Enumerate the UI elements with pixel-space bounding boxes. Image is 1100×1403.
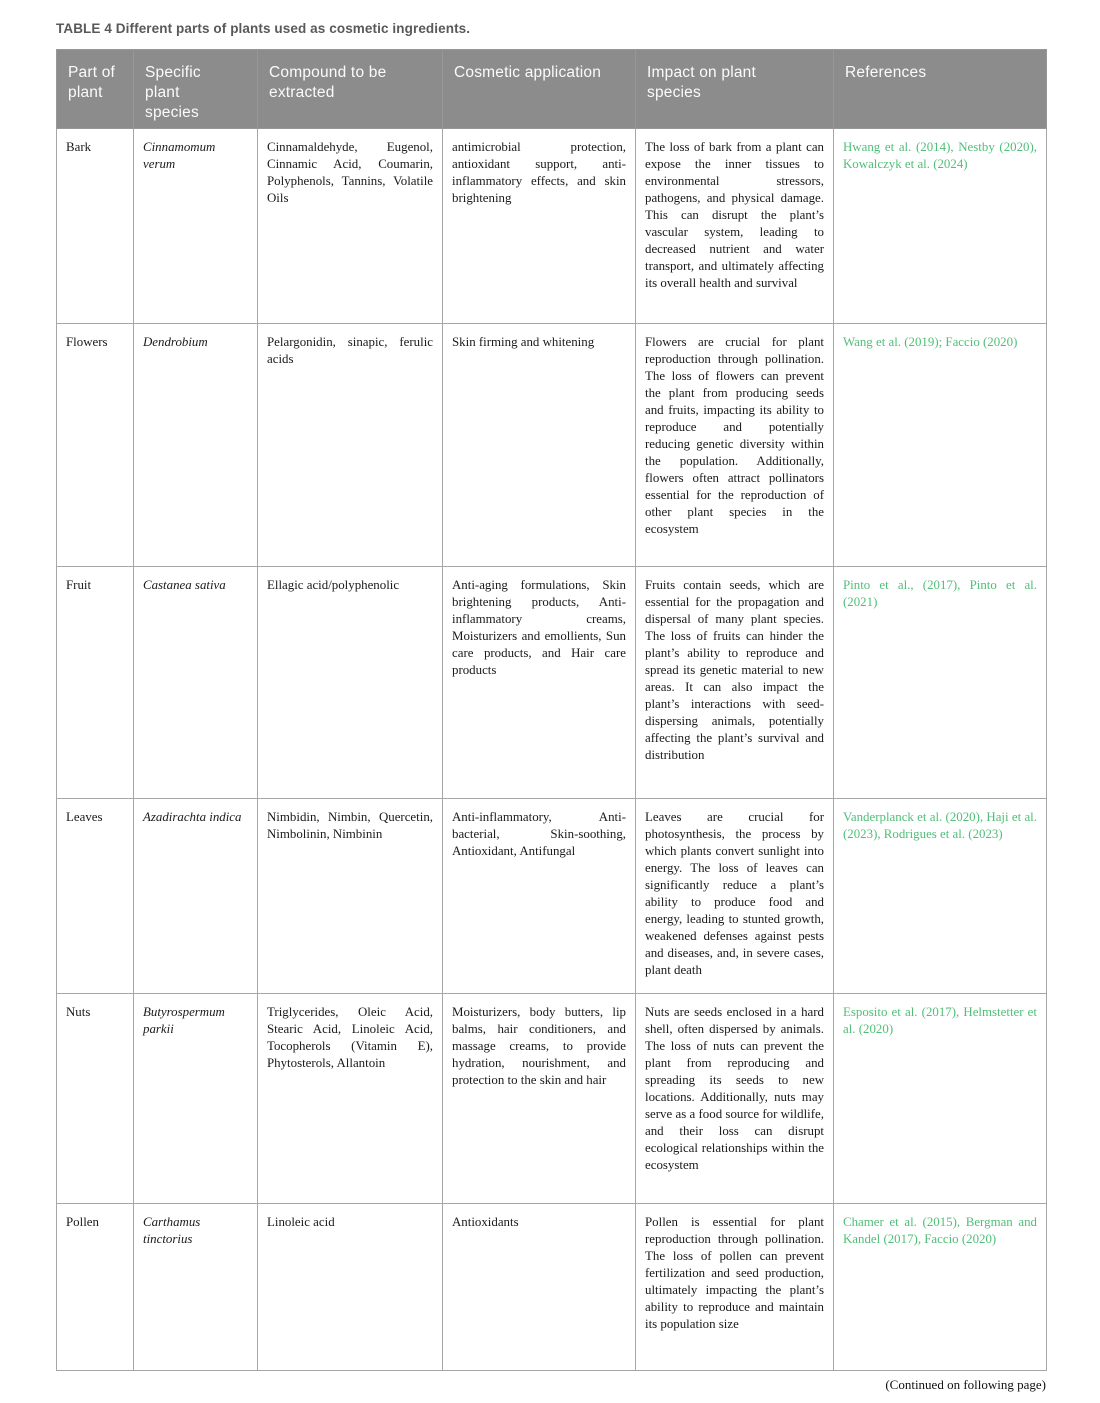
column-header-impact-on-plant-species: Impact on plant species [636, 50, 834, 129]
cell-impact: Fruits contain seeds, which are essential for the propagation and dispersal of many plant species. The loss of fruits can hinder the plant’s ability to reproduce and spread its genetic material to new areas. It can also impact the plant’s interactions with seed-dispersing animals, potentially affecting the plant’s survival and distribution [636, 567, 834, 799]
continued-note: (Continued on following page) [885, 1377, 1046, 1393]
column-header-compound-to-be-extracted: Compound to be extracted [258, 50, 443, 129]
cell-references [834, 799, 1047, 994]
cell-compound: Nimbidin, Nimbin, Quercetin, Nimbolinin, Nimbinin [258, 799, 443, 994]
cell-application: Anti-inflammatory, Anti-bacterial, Skin-soothing, Antioxidant, Antifungal [443, 799, 636, 994]
cell-impact: Nuts are seeds enclosed in a hard shell, often dispersed by animals. The loss of nuts can prevent the plant from reproducing and spreading its seeds to new locations. Additionally, nuts may serve as a food source for wildlife, and their loss can disrupt ecological relationships within the ecosystem [636, 994, 834, 1204]
cell-species: Carthamus tinctorius [134, 1204, 258, 1371]
cell-references [834, 1204, 1047, 1371]
table-row-nuts [57, 994, 1047, 1204]
table-caption: TABLE 4 Different parts of plants used as cosmetic ingredients. [56, 21, 471, 36]
cell-part: Bark [57, 129, 134, 324]
citation-link[interactable]: Hwang et al. (2014), Nestby (2020), Kowalczyk et al. (2024) [843, 140, 1037, 172]
cell-species: Castanea sativa [134, 567, 258, 799]
cell-application: Skin firming and whitening [443, 324, 636, 567]
table-row-fruit [57, 567, 1047, 799]
table-row-leaves [57, 799, 1047, 994]
citation-link[interactable]: Wang et al. (2019); Faccio (2020) [843, 335, 1018, 350]
cell-part: Pollen [57, 1204, 134, 1371]
table-row-flowers [57, 324, 1047, 567]
citation-link[interactable]: Chamer et al. (2015), Bergman and Kandel (2017), Faccio (2020) [843, 1215, 1037, 1247]
cell-references [834, 567, 1047, 799]
header-row [57, 50, 1047, 129]
cell-species: Butyrospermum parkii [134, 994, 258, 1204]
cell-species: Cinnamomum verum [134, 129, 258, 324]
cell-application: Antioxidants [443, 1204, 636, 1371]
column-header-references: References [834, 50, 1047, 129]
table-body [57, 129, 1047, 1371]
cell-part: Nuts [57, 994, 134, 1204]
citation-link[interactable]: Pinto et al., (2017), Pinto et al. (2021) [843, 578, 1037, 610]
cell-application: Anti-aging formulations, Skin brightening products, Anti-inflammatory creams, Moisturizers and emollients, Sun care products, and Hair care products [443, 567, 636, 799]
cell-compound: Pelargonidin, sinapic, ferulic acids [258, 324, 443, 567]
cell-part: Leaves [57, 799, 134, 994]
table-row-pollen [57, 1204, 1047, 1371]
citation-link[interactable]: Esposito et al. (2017), Helmstetter et al. (2020) [843, 1005, 1037, 1037]
column-header-part-of-plant: Part of plant [57, 50, 134, 129]
table-header [57, 50, 1047, 129]
cell-impact: Pollen is essential for plant reproduction through pollination. The loss of pollen can prevent fertilization and seed production, ultimately impacting the plant’s ability to reproduce and maintain its population size [636, 1204, 834, 1371]
column-header-cosmetic-application: Cosmetic application [443, 50, 636, 129]
cell-compound: Triglycerides, Oleic Acid, Stearic Acid, Linoleic Acid, Tocopherols (Vitamin E), Phytosterols, Allantoin [258, 994, 443, 1204]
cell-species: Dendrobium [134, 324, 258, 567]
cell-compound: Ellagic acid/polyphenolic [258, 567, 443, 799]
cell-references [834, 129, 1047, 324]
cell-references [834, 324, 1047, 567]
column-header-specific-plant-species: Specific plant species [134, 50, 258, 129]
cell-compound: Cinnamaldehyde, Eugenol, Cinnamic Acid, Coumarin, Polyphenols, Tannins, Volatile Oils [258, 129, 443, 324]
plants-cosmetics-table [56, 49, 1047, 1371]
cell-part: Flowers [57, 324, 134, 567]
cell-application: antimicrobial protection, antioxidant support, anti-inflammatory effects, and skin brightening [443, 129, 636, 324]
cell-compound: Linoleic acid [258, 1204, 443, 1371]
cell-impact: The loss of bark from a plant can expose the inner tissues to environmental stressors, pathogens, and physical damage. This can disrupt the plant’s vascular system, leading to decreased nutrient and water transport, and ultimately affecting its overall health and survival [636, 129, 834, 324]
cell-application: Moisturizers, body butters, lip balms, hair conditioners, and massage creams, to provide hydration, nourishment, and protection to the skin and hair [443, 994, 636, 1204]
cell-impact: Leaves are crucial for photosynthesis, the process by which plants convert sunlight into energy. The loss of leaves can significantly reduce a plant’s ability to produce food and energy, leading to stunted growth, weakened defenses against pests and diseases, and, in severe cases, plant death [636, 799, 834, 994]
cell-part: Fruit [57, 567, 134, 799]
cell-species: Azadirachta indica [134, 799, 258, 994]
citation-link[interactable]: Vanderplanck et al. (2020), Haji et al. (2023), Rodrigues et al. (2023) [843, 810, 1037, 842]
cell-references [834, 994, 1047, 1204]
table-row-bark [57, 129, 1047, 324]
cell-impact: Flowers are crucial for plant reproduction through pollination. The loss of flowers can prevent the plant from producing seeds and fruits, impacting its ability to reproduce and potentially reducing genetic diversity within the population. Additionally, flowers often attract pollinators essential for the reproduction of other plant species in the ecosystem [636, 324, 834, 567]
